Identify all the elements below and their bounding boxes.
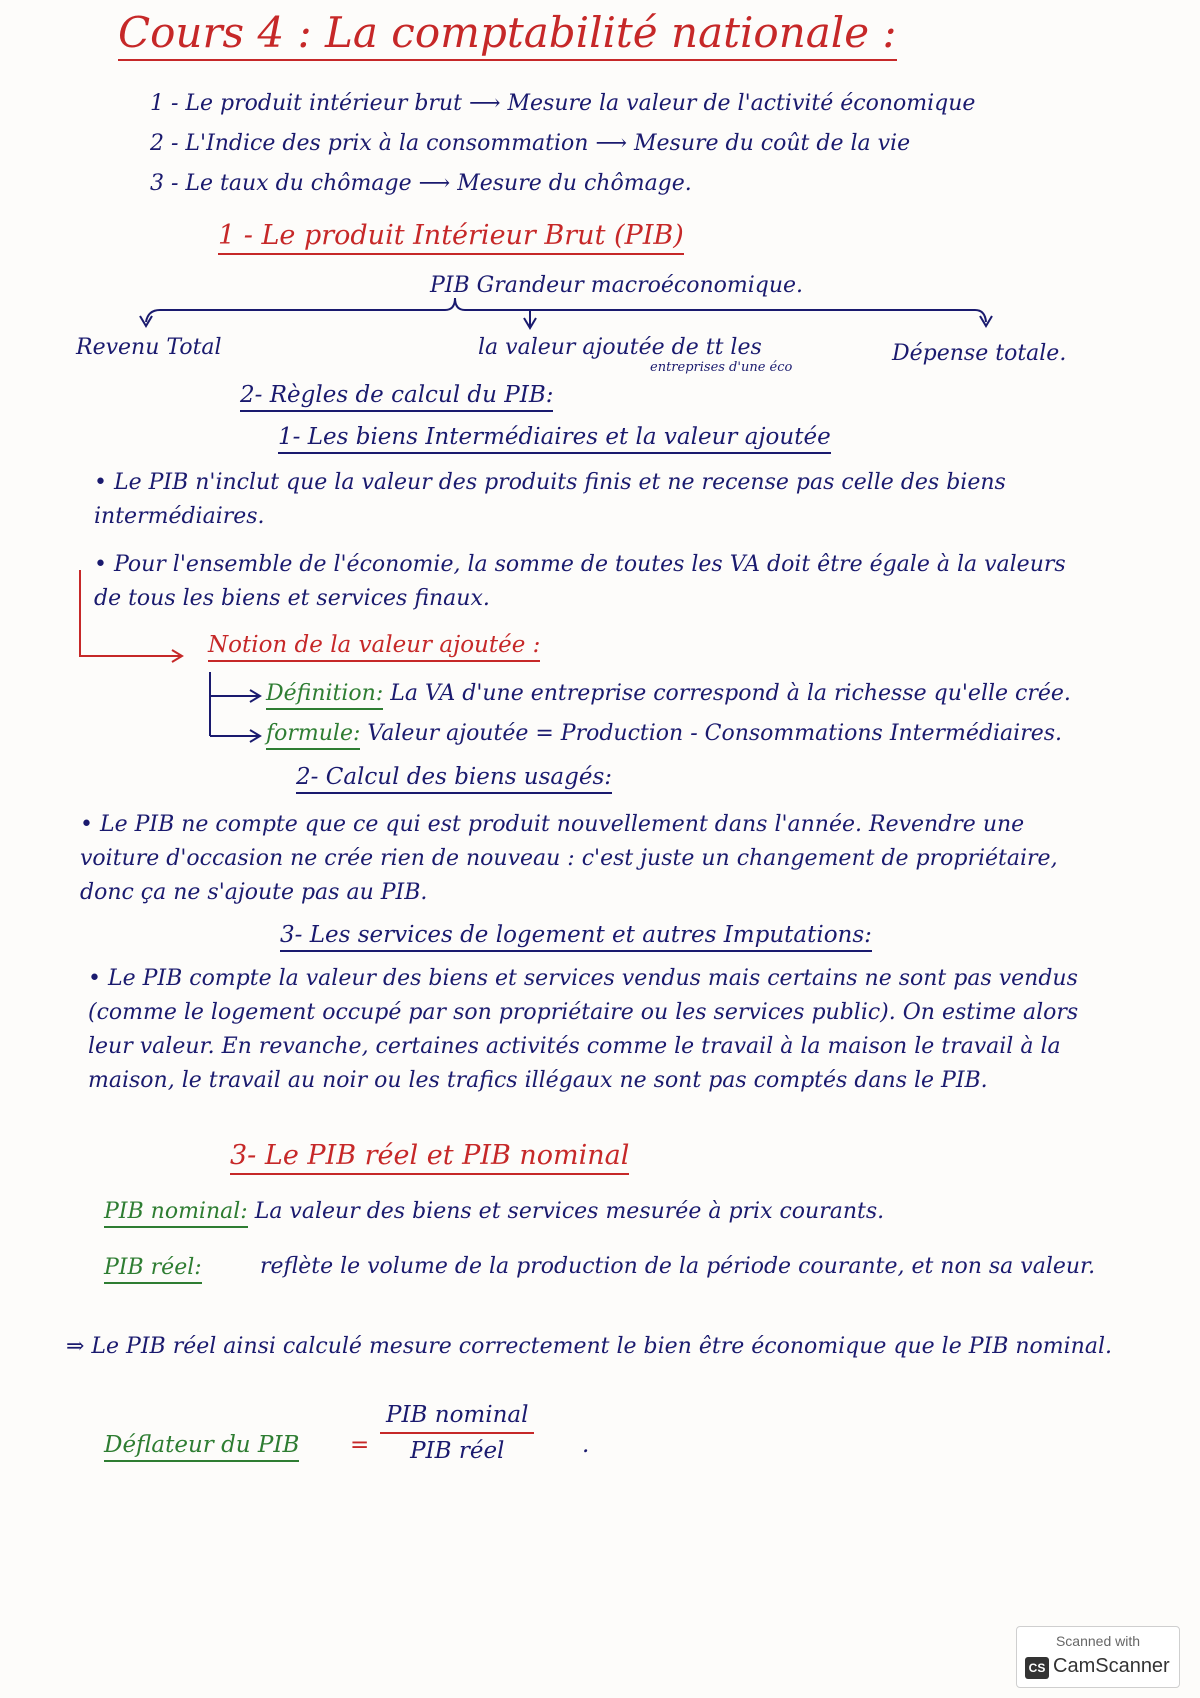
formule-line xyxy=(266,716,1062,752)
arrow-right-icon: ⟶ xyxy=(418,171,458,196)
arrow-right-icon: ⟶ xyxy=(595,131,635,156)
formule-text: Valeur ajoutée = Production - Consommations Intermédiaires. xyxy=(367,721,1063,746)
deflateur-label: Déflateur du PIB xyxy=(104,1432,299,1462)
camscanner-badge xyxy=(1016,1626,1180,1688)
arrow-right-icon: ⟶ xyxy=(468,91,508,116)
notion-heading: Notion de la valeur ajoutée : xyxy=(208,632,540,662)
fraction-denominator: PIB réel xyxy=(410,1438,505,1464)
pib-reel-label: PIB réel: xyxy=(104,1255,202,1284)
definition-line xyxy=(266,676,1071,712)
definition-label: Définition: xyxy=(266,681,383,710)
branch-middle-sublabel: entreprises d'une éco xyxy=(650,360,793,375)
branch-left-label: Revenu Total xyxy=(76,335,222,360)
section-1-heading: 1 - Le produit Intérieur Brut (PIB) xyxy=(218,220,684,255)
camscanner-brand-text: CamScanner xyxy=(1053,1655,1170,1677)
pib-nominal-text: La valeur des biens et services mesurée à prix courants. xyxy=(254,1199,885,1224)
section-2-2-paragraph: • Le PIB ne compte que ce qui est produit nouvellement dans l'année. Revendre une voiture d'occasion ne crée rien de nouveau : c'est juste un changement de propriétaire, donc ça ne s'ajoute pas au PIB. xyxy=(80,812,1058,905)
scanned-with-text: Scanned with xyxy=(1055,1633,1141,1649)
pib-reel-text: reflète le volume de la production de la période courante, et non sa valeur. xyxy=(260,1254,1096,1279)
pib-label: PIB Grandeur macroéconomique. xyxy=(430,273,804,298)
pib-nominal-label: PIB nominal: xyxy=(104,1199,248,1228)
deflateur-dot: . xyxy=(582,1432,590,1458)
formule-arrow xyxy=(210,730,260,742)
pib-nominal-line xyxy=(104,1194,884,1230)
pib-reel-line xyxy=(104,1250,202,1286)
section-2-1-paragraph-1: • Le PIB n'inclut que la valeur des produits finis et ne recense pas celle des biens intermédiaires. xyxy=(94,470,1006,529)
deflateur-equals: = xyxy=(350,1432,370,1458)
intro-item-2-label: 2 - L'Indice des prix à la consommation xyxy=(150,131,589,156)
intro-item-2-desc: Mesure du coût de la vie xyxy=(634,131,911,156)
section-2-3-heading: 3- Les services de logement et autres Imputations: xyxy=(280,922,872,952)
branch-middle-label: la valeur ajoutée de tt les xyxy=(478,335,762,360)
intro-item-1-label: 1 - Le produit intérieur brut xyxy=(150,91,462,116)
page-title: Cours 4 : La comptabilité nationale : xyxy=(118,8,897,61)
intro-item-3-label: 3 - Le taux du chômage xyxy=(150,171,412,196)
camscanner-logo-icon: CS xyxy=(1025,1657,1049,1679)
intro-item-1-desc: Mesure la valeur de l'activité économique xyxy=(507,91,976,116)
pib-conclusion: ⇒ Le PIB réel ainsi calculé mesure correctement le bien être économique que le PIB nominal. xyxy=(66,1334,1112,1359)
branch-right-label: Dépense totale. xyxy=(892,341,1067,366)
branch-left-line xyxy=(146,298,455,322)
definition-text: La VA d'une entreprise correspond à la richesse qu'elle crée. xyxy=(390,681,1071,706)
section-2-1-heading: 1- Les biens Intermédiaires et la valeur ajoutée xyxy=(278,424,831,454)
fraction-numerator: PIB nominal xyxy=(380,1402,534,1434)
section-2-1-paragraph-2: • Pour l'ensemble de l'économie, la somme de toutes les VA doit être égale à la valeurs de tous les biens et services finaux. xyxy=(94,552,1066,611)
deflateur-fraction xyxy=(380,1402,534,1464)
section-2-3-paragraph: • Le PIB compte la valeur des biens et services vendus mais certains ne sont pas vendus (comme le logement occupé par son propriétaire ou les services public). On estime alors leur valeur. En revanche, certaines activités comme le travail à la maison le travail à la maison, le travail au noir ou les trafics illégaux ne sont pas comptés dans le PIB. xyxy=(88,966,1079,1093)
formule-label: formule: xyxy=(266,721,360,750)
section-2-2-heading: 2- Calcul des biens usagés: xyxy=(296,764,612,794)
intro-item-3-desc: Mesure du chômage. xyxy=(457,171,692,196)
section-3-heading: 3- Le PIB réel et PIB nominal xyxy=(230,1140,629,1175)
definition-arrow xyxy=(210,690,260,702)
section-2-heading: 2- Règles de calcul du PIB: xyxy=(240,382,553,412)
